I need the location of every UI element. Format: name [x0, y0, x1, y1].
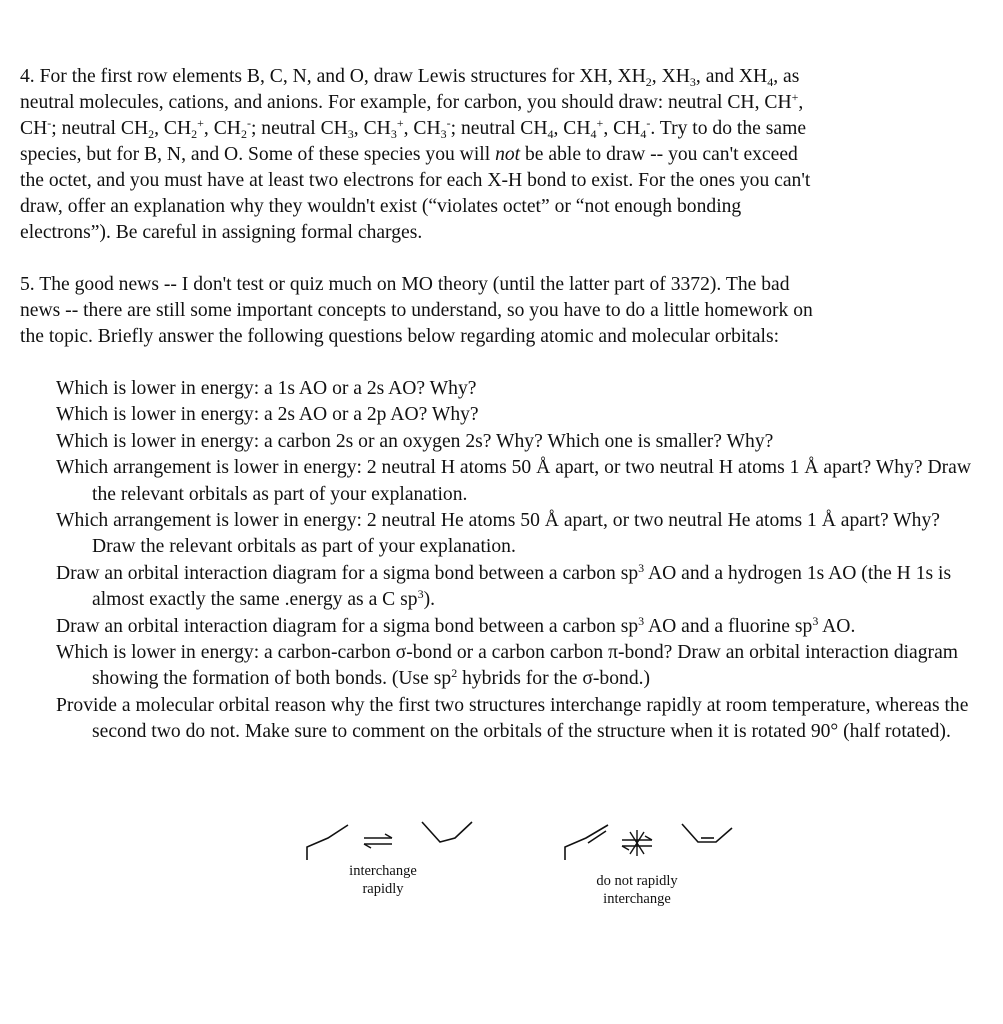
question-6: Draw an orbital interaction diagram for a sigma bond between a carbon $sp^3$ AO and a hydrogen 1s AO (the H 1s is almost exactly the same .energy as a C $sp^3$).	[56, 560, 952, 611]
question-3: Which is lower in energy: a carbon 2s or an oxygen 2s? Why? Which one is smaller? Why?	[56, 430, 774, 452]
question-1: Which is lower in energy: a 1s AO or a 2s AO? Why?	[56, 378, 477, 399]
question-4: Which arrangement is lower in energy: 2 neutral H atoms 50 Å apart, or two neutral H atoms 1 Å apart? Why? Draw the relevant orbitals as part of your explanation.	[56, 457, 971, 505]
butane-structure-left	[307, 825, 348, 860]
equilibrium-arrows-icon	[364, 834, 392, 848]
question-7: Draw an orbital interaction diagram for a sigma bond between a carbon $sp^3$ AO and a fluorine $sp^3$ AO.	[56, 613, 856, 637]
question-8: Which is lower in energy: a carbon-carbon σ-bond or a carbon carbon π-bond? Draw an orbital interaction diagram showing the formation of both bonds. (Use $sp^2$ hybrids for the σ-bond.)	[56, 642, 959, 690]
problem-5: 5. The good news -- I don't test or quiz much on MO theory (until the latter part of 3372). The bad news -- there are still some important concepts to understand, so you have to do a little homework on the topic. Briefly answer the following questions below regarding atomic and molecular orbitals:	[20, 274, 813, 347]
question-2: Which is lower in energy: a 2s AO or a 2p AO? Why?	[56, 404, 479, 426]
question-9: Provide a molecular orbital reason why the first two structures interchange rapidly at room temperature, whereas the second two do not. Make sure to comment on the orbitals of the structure when it is rotated 90° (half rotated).	[56, 694, 969, 743]
caption-interchange-rapidly: interchange rapidly	[349, 863, 417, 897]
question-5: Which arrangement is lower in energy: 2 neutral He atoms 50 Å apart, or two neutral He atoms 1 Å apart? Why? Draw the relevant orbitals as part of your explanation.	[56, 510, 940, 558]
document-page	[20, 64, 980, 746]
problem-4: 4. For the first row elements B, C, N, and O, draw Lewis structures for XH, $XH_2$, $XH_3$, and $XH_4$, as neutral molecules, cations, and anions. For example, for carbon, you should draw: neutral CH, CH+, CH-; neutral $CH_2$, $CH_2^+$, $CH_2^-$; neutral $CH_3$, $CH_3^+$, $CH_3^-$; neutral $CH_4$, $CH_4^+$, $CH_4^-$. Try to do the same species, but for B, N, and O. Some of these species you will not be able to draw -- you can't exceed the octet, and you must have at least two electrons for each X-H bond to exist. For the ones you can't draw, offer an explanation why they wouldn't exist (“violates octet” or “not enough bonding electrons”). Be careful in assigning formal charges.	[20, 66, 811, 243]
butane-structure-right	[422, 822, 472, 842]
cis-butene-structure	[682, 824, 732, 842]
question-list	[20, 376, 980, 746]
blocked-equilibrium-icon	[622, 830, 652, 856]
trans-butene-structure	[565, 825, 608, 860]
caption-do-not-interchange: do not rapidly interchange	[596, 873, 678, 907]
p4-text: 4. For the first row elements B, C, N, and O, draw Lewis structures for XH, XH	[20, 66, 646, 87]
